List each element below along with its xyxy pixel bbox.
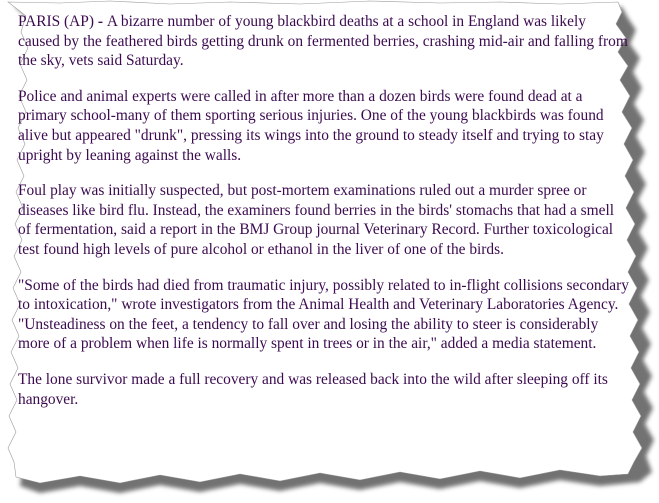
lead-text: A bizarre number of young blackbird deaths at a school in England was likely caused by the feathered birds getting drunk on fermented berries, crashing mid-air and falling from the sky, vets said Saturday. — [18, 13, 628, 70]
news-article — [18, 12, 630, 425]
article-paragraph: The lone survivor made a full recovery and was released back into the wild after sleeping off its hangover. — [18, 370, 608, 408]
dateline: PARIS (AP) — [18, 13, 94, 30]
dateline-separator: - — [93, 13, 107, 30]
article-paragraph: "Some of the birds had died from traumatic injury, possibly related to in-flight collisions secondary to intoxication," wrote investigators from the Animal Health and Veterinary Laboratories Agency. "Unsteadiness on the feet, a tendency to fall over and losing the ability to steer is considerably more of a problem when life is normally spent in trees or in the air," added a media statement. — [18, 276, 629, 353]
article-paragraph-lead — [18, 12, 630, 71]
article-paragraph: Police and animal experts were called in after more than a dozen birds were found dead at a primary school-many of them sporting serious injuries. One of the young blackbirds was found alive but appeared "drunk", pressing its wings into the ground to steady itself and trying to stay upright by leaning against the walls. — [18, 87, 604, 164]
article-paragraph: Foul play was initially suspected, but post-mortem examinations ruled out a murder spree or diseases like bird flu. Instead, the examiners found berries in the birds' stomachs that had a smell of fermentation, said a report in the BMJ Group journal Veterinary Record. Further toxicological test found high levels of pure alcohol or ethanol in the liver of one of the birds. — [18, 182, 615, 258]
